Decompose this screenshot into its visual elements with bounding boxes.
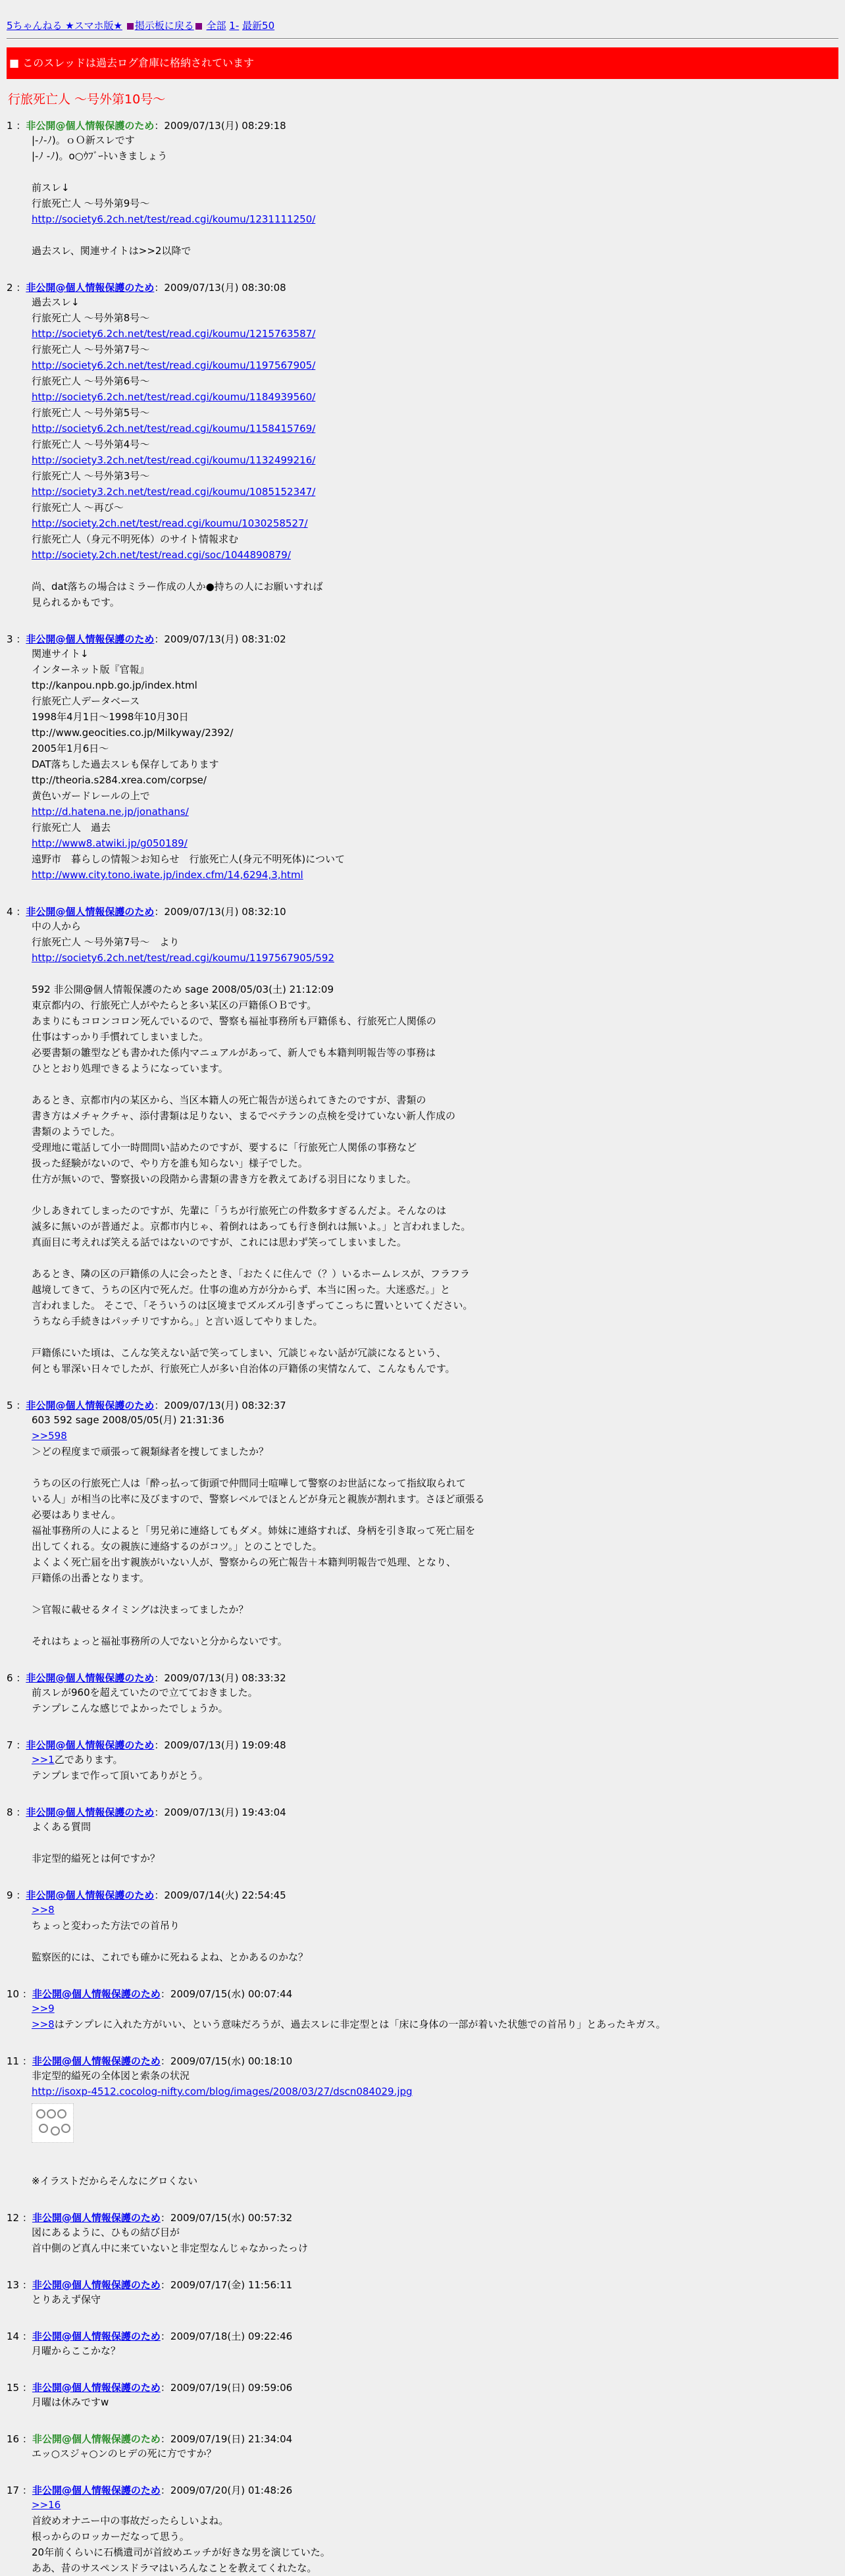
post-body (32, 2292, 838, 2307)
post-header: 11 ：非公開@個人情報保護のため：2009/07/15(水) 00:18:10 (7, 2055, 293, 2067)
post-line: 20年前くらいに石橋遺司が首絞めエッチが好きな男を演じていた。 (32, 2546, 330, 2558)
post-line: 過去スレ↓ (32, 296, 80, 308)
post-line (32, 2157, 838, 2173)
post-line: 首中側のど真ん中に来ていないと非定型なんじゃなかったっけ (32, 2242, 309, 2254)
post-date: 2009/07/13(月) 19:43:04 (164, 1806, 286, 1818)
post-author: 非公開@個人情報保護のため (26, 120, 155, 132)
post-date: 2009/07/14(火) 22:54:45 (164, 1889, 286, 1901)
post-header: 6 ：非公開@個人情報保護のため：2009/07/13(月) 08:33:32 (7, 1672, 286, 1684)
post-line: 行旅死亡人 〜号外第7号〜 より (32, 936, 180, 948)
post-line: |-ﾉ -ﾉ)。o○ｳﾌﾞｰﾄいきましょう (32, 150, 168, 162)
post-header: 15 ：非公開@個人情報保護のため：2009/07/19(日) 09:59:06 (7, 2382, 293, 2394)
post-line (32, 966, 838, 982)
post-date: 2009/07/19(日) 09:59:06 (170, 2382, 293, 2394)
post-number: 2 (7, 282, 13, 294)
post-line: ttp://theoria.s284.xrea.com/corpse/ (32, 774, 207, 786)
post-line (32, 227, 838, 243)
post-line: |-ﾉ-ﾉ)。ｏＯ新スレです (32, 134, 135, 146)
post-line (32, 2084, 838, 2099)
post-line (32, 421, 838, 436)
post-line: 根っからのロッカーだなって思う。 (32, 2531, 190, 2542)
post-line: あるとき、京都市内の某区から、当区本籍人の死亡報告が送られてきたのですが、書類の (32, 1094, 426, 1106)
post-line (32, 484, 838, 500)
post-line: インターネット版『官報』 (32, 664, 149, 675)
post-line (32, 804, 838, 820)
thumbnail-figure-icon (61, 2124, 70, 2133)
post-date: 2009/07/15(水) 00:18:10 (170, 2055, 293, 2067)
post-line (32, 2001, 838, 2016)
post-number: 7 (7, 1739, 13, 1751)
post (7, 2484, 838, 2576)
post-line (32, 1329, 838, 1345)
archive-banner: ■ このスレッドは過去ログ倉庫に格納されています (7, 47, 838, 79)
post-author[interactable]: 非公開@個人情報保護のため (26, 633, 155, 645)
post-line (32, 1459, 838, 1475)
post-list (7, 119, 838, 2576)
range-link[interactable]: 1- (229, 20, 240, 32)
thumbnail-figure-icon (36, 2109, 45, 2118)
post-line: ＞官報に載せるタイミングは決まってましたか？ (32, 1604, 249, 1616)
post-line: それはちょっと福祉事務所の人でないと分からないです。 (32, 1635, 288, 1647)
post-line (32, 563, 838, 579)
post-date: 2009/07/19(日) 21:34:04 (170, 2433, 293, 2445)
post-line: 月曜は休みですw (32, 2396, 109, 2408)
post-header: 9 ：非公開@個人情報保護のため：2009/07/14(火) 22:54:45 (7, 1889, 286, 1901)
post-header: 10 ：非公開@個人情報保護のため：2009/07/15(水) 00:07:44 (7, 1988, 293, 2000)
post-line: よくよく死亡届を出す親族がいない人が、警察からの死亡報告＋本籍判明報告で処理、となり、 (32, 1556, 457, 1568)
post-body (32, 2343, 838, 2359)
post-line (32, 357, 838, 373)
post-text: 乙であります。 (54, 1754, 123, 1766)
post-date: 2009/07/13(月) 08:29:18 (164, 120, 286, 132)
post-body (32, 1819, 838, 1866)
post-line: 行旅死亡人（身元不明死体）のサイト情報求む (32, 533, 238, 545)
post-date: 2009/07/18(土) 09:22:46 (170, 2330, 293, 2342)
post-date: 2009/07/13(月) 08:30:08 (164, 282, 286, 294)
square-icon (127, 23, 134, 30)
latest-50-link[interactable]: 最新50 (242, 20, 275, 32)
post-line: 福祉事務所の人によると「男兄弟に連絡してもダメ。姉妹に連絡すれば、身柄を引き取って死亡届を (32, 1525, 476, 1537)
post-number: 5 (7, 1400, 13, 1411)
post-line (32, 452, 838, 468)
post-date: 2009/07/13(月) 08:32:37 (164, 1400, 286, 1411)
post (7, 1806, 838, 1866)
post-line (32, 835, 838, 851)
post-body (32, 294, 838, 610)
post-line: 尚、dat落ちの場合はミラー作成の人か●持ちの人にお願いすれば (32, 581, 323, 592)
post (7, 119, 838, 259)
post-author[interactable]: 非公開@個人情報保護のため (32, 2330, 161, 2342)
reply-anchor-link[interactable]: >>1 (32, 1754, 55, 1766)
post-line: 1998年4月1日〜1998年10月30日 (32, 711, 189, 723)
post-line: あるとき、隣の区の戸籍係の人に会ったとき、「おたくに住んで（？）いるホームレスが、フラフラ (32, 1268, 470, 1280)
post-body (32, 2497, 838, 2576)
post (7, 1671, 838, 1716)
thread-title: 行旅死亡人 〜号外第10号〜 (8, 92, 166, 107)
post-header: 13 ：非公開@個人情報保護のため：2009/07/17(金) 11:56:11 (7, 2279, 293, 2291)
post-body (32, 646, 838, 883)
url-link[interactable]: http://society6.2ch.net/test/read.cgi/koumu/1197567905/ (32, 359, 316, 371)
reply-anchor-link[interactable]: >>8 (32, 2018, 55, 2030)
post-line (32, 326, 838, 342)
post (7, 2055, 838, 2189)
post-line: うちなら手続きはパッチリですから。」と言い返してやりました。 (32, 1315, 323, 1327)
post-line: 月曜からここかな？ (32, 2345, 121, 2357)
post-number: 13 (7, 2279, 20, 2291)
post-line: 書類のようでした。 (32, 1126, 121, 1138)
post-line: 受理地に電話して小一時間問い詰めたのですが、要するに「行旅死亡人関係の事務など (32, 1142, 417, 1153)
post-line: 真面目に考えれば笑える話ではないのですが、これには思わず笑ってしまいました。 (32, 1236, 407, 1248)
post-line: 非定型的縊死の全体図と索条の状況 (32, 2070, 190, 2082)
post-line: 首絞めオナニー中の事故だったらしいよね。 (32, 2515, 229, 2527)
post-line (32, 950, 838, 966)
post-date: 2009/07/13(月) 08:31:02 (164, 633, 286, 645)
post-line (32, 1933, 838, 1949)
square-icon (195, 23, 202, 30)
post-line: 出してくれる。女の親族に連絡するのがコツ。」とのことでした。 (32, 1540, 322, 1552)
reply-anchor-link[interactable]: >>16 (32, 2499, 61, 2511)
post-date: 2009/07/15(水) 00:57:32 (170, 2212, 293, 2224)
post (7, 1987, 838, 2032)
post-line: 592 非公開@個人情報保護のため sage 2008/05/03(土) 21:12:09 (32, 984, 334, 995)
thumbnail-figure-icon (51, 2126, 60, 2136)
post-number: 1 (7, 120, 13, 132)
post (7, 1739, 838, 1783)
post-line: 行旅死亡人 〜号外第5号〜 (32, 407, 150, 419)
post-body (32, 2394, 838, 2410)
thumbnail-figure-icon (39, 2124, 48, 2133)
post-line: ちょっと変わった方法での首吊り (32, 1920, 180, 1932)
post-line (32, 164, 838, 180)
post-line: 少しあきれてしまったのですが、先輩に「うちが行旅死亡の件数多すぎるんだよ。そんなのは (32, 1205, 447, 1217)
post-line (32, 515, 838, 531)
post-line: 行旅死亡人 過去 (32, 822, 111, 833)
post-line (32, 1835, 838, 1851)
url-link[interactable]: http://society6.2ch.net/test/read.cgi/koumu/1231111250/ (32, 213, 316, 225)
post-header: 4 ：非公開@個人情報保護のため：2009/07/13(月) 08:32:10 (7, 906, 286, 918)
board-link[interactable]: 5ちゃんねる ★スマホ版★ (7, 20, 122, 32)
back-to-board-link[interactable]: 掲示板に戻る (134, 20, 194, 32)
post-body (32, 1412, 838, 1649)
post-number: 8 (7, 1806, 13, 1818)
post-line: 越境してきて、うちの区内で死んだ。仕事の進め方が分からず、本当に困った。大迷惑だ。」と (32, 1284, 451, 1296)
post-body (32, 2224, 838, 2256)
post-number: 11 (7, 2055, 20, 2067)
post-line (32, 1187, 838, 1203)
post-header: 12 ：非公開@個人情報保護のため：2009/07/15(水) 00:57:32 (7, 2212, 293, 2224)
top-navigation (7, 17, 838, 34)
url-link[interactable]: http://society6.2ch.net/test/read.cgi/koumu/1184939560/ (32, 391, 316, 403)
post-line: ttp://kanpou.npb.go.jp/index.html (32, 679, 197, 691)
post-date: 2009/07/15(水) 00:07:44 (170, 1988, 293, 2000)
post-line: 東京都内の、行旅死亡人がやたらと多い某区の戸籍係ＯＢです。 (32, 999, 317, 1011)
post-line (32, 1076, 838, 1092)
post-line (32, 1752, 838, 1768)
post-line (32, 547, 838, 563)
post-body (32, 1902, 838, 1965)
post-author[interactable]: 非公開@個人情報保護のため (26, 1739, 155, 1751)
post-line: 行旅死亡人データベース (32, 695, 140, 707)
post-number: 3 (7, 633, 13, 645)
url-link[interactable]: http://society.2ch.net/test/read.cgi/soc/1044890879/ (32, 549, 291, 561)
post (7, 2278, 838, 2307)
post-date: 2009/07/13(月) 08:32:10 (164, 906, 286, 918)
url-link[interactable]: http://www8.atwiki.jp/g050189/ (32, 837, 188, 849)
post-body (32, 1752, 838, 1783)
post-header: 5 ：非公開@個人情報保護のため：2009/07/13(月) 08:32:37 (7, 1400, 286, 1411)
post-author[interactable]: 非公開@個人情報保護のため (32, 1988, 161, 2000)
post-line: 前スレが960を超えていたので立てておきました。 (32, 1687, 258, 1698)
post-header: 14 ：非公開@個人情報保護のため：2009/07/18(土) 09:22:46 (7, 2330, 293, 2342)
post-line (32, 211, 838, 227)
thumbnail-figure-icon (57, 2109, 66, 2118)
post-author[interactable]: 非公開@個人情報保護のため (32, 2055, 161, 2067)
post-line: ひととおり処理できるようになっています。 (32, 1063, 228, 1074)
post-date: 2009/07/13(月) 19:09:48 (164, 1739, 286, 1751)
post-line: 必要はありません。 (32, 1509, 121, 1521)
thumbnail-figure-icon (47, 2109, 56, 2118)
post-line: 見られるかもです。 (32, 596, 120, 608)
reply-anchor-link[interactable]: >>9 (32, 2003, 55, 2014)
post-line: 必要書類の雛型なども書かれた係内マニュアルがあって、新人でも本籍判明報告等の事務は (32, 1047, 436, 1059)
post-line: とりあえず保守 (32, 2294, 101, 2305)
post-body (32, 132, 838, 259)
post-line: 603 592 sage 2008/05/05(月) 21:31:36 (32, 1414, 224, 1426)
url-link[interactable]: http://d.hatena.ne.jp/jonathans/ (32, 806, 189, 818)
post-line: 前スレ↓ (32, 182, 70, 194)
image-thumbnail[interactable] (32, 2103, 74, 2143)
post-line: 過去スレ、関連サイトは>>2以降で (32, 245, 192, 257)
post-number: 15 (7, 2382, 20, 2394)
post-body (32, 2446, 838, 2461)
post-line: 戸籍係にいた頃は、こんな笑えない話で笑ってしまい、冗談じゃない話が冗談になるという、 (32, 1347, 447, 1359)
post-line: DAT落ちした過去スレも保存してあります (32, 758, 219, 770)
post-line: 言われました。 そこで、「そういうのは区境までズルズル引きずってこっちに置いといてください。 (32, 1300, 473, 1311)
post-body (32, 2068, 838, 2189)
post-line: あまりにもコロンコロン死んでいるので、警察も福祉事務所も戸籍係も、行旅死亡人関係の (32, 1015, 436, 1027)
post-line: よくある質問 (32, 1821, 91, 1833)
post-header: 7 ：非公開@個人情報保護のため：2009/07/13(月) 19:09:48 (7, 1739, 286, 1751)
post-header: 8 ：非公開@個人情報保護のため：2009/07/13(月) 19:43:04 (7, 1806, 286, 1818)
post-author[interactable]: 非公開@個人情報保護のため (26, 1889, 155, 1901)
post-line (32, 1586, 838, 1602)
post-line: 黄色いガードレールの上で (32, 790, 150, 802)
post-line (32, 1617, 838, 1633)
post-header: 16 ：非公開@個人情報保護のため：2009/07/19(日) 21:34:04 (7, 2433, 293, 2445)
post (7, 2381, 838, 2410)
post (7, 1399, 838, 1649)
post-line: 監察医的には、これでも確かに死ねるよね、とかあるのかな？ (32, 1951, 309, 1963)
post-number: 6 (7, 1672, 13, 1684)
reply-anchor-link[interactable]: >>8 (32, 1904, 55, 1916)
post-line: 滅多に無いのが普通だよ。京都市内じゃ、着倒れはあっても行き倒れは無いよ。」と言われました。 (32, 1221, 471, 1232)
post-author[interactable]: 非公開@個人情報保護のため (32, 2279, 161, 2291)
post-line (32, 2497, 838, 2513)
post-date: 2009/07/20(月) 01:48:26 (170, 2484, 293, 2496)
post-line: 行旅死亡人 〜号外第9号〜 (32, 197, 150, 209)
post-number: 12 (7, 2212, 20, 2224)
divider (7, 38, 838, 39)
post-number: 10 (7, 1988, 20, 2000)
post (7, 2211, 838, 2256)
post-author[interactable]: 非公開@個人情報保護のため (32, 2212, 161, 2224)
post-line: うちの区の行旅死亡人は「酔っ払って街頭で仲間同士喧嘩して警察のお世話になって指紋取られて (32, 1477, 467, 1489)
post-author[interactable]: 非公開@個人情報保護のため (32, 2484, 161, 2496)
post-line: 図にあるように、ひもの結び目が (32, 2226, 180, 2238)
post-line: 戸籍係の出番となります。 (32, 1572, 149, 1584)
url-link[interactable]: http://isoxp-4512.cocolog-nifty.com/blog/images/2008/03/27/dscn084029.jpg (32, 2086, 413, 2097)
url-link[interactable]: http://society3.2ch.net/test/read.cgi/koumu/1085152347/ (32, 486, 316, 498)
post-line: ttp://www.geocities.co.jp/Milkyway/2392/ (32, 727, 234, 739)
post-line: 非定型的縊死とは何ですか？ (32, 1853, 161, 1864)
post-author[interactable]: 非公開@個人情報保護のため (26, 282, 155, 294)
post-line: 中の人から (32, 920, 82, 932)
post (7, 905, 838, 1377)
post-header: 2 ：非公開@個人情報保護のため：2009/07/13(月) 08:30:08 (7, 282, 286, 294)
post-line: いる人」が相当の比率に及びますので、警察レベルでほとんどが身元と親族が割れます。さほど頑張る (32, 1493, 485, 1505)
post-line: 行旅死亡人 〜号外第8号〜 (32, 312, 150, 324)
post-line (32, 867, 838, 883)
post-line: エッ○スジャ○ンのヒデの死に方ですか？ (32, 2448, 217, 2459)
reply-anchor-link[interactable]: >>598 (32, 1430, 67, 1442)
post-line: テンプレまで作って頂いてありがとう。 (32, 1770, 209, 1781)
post-body (32, 2001, 838, 2032)
post-author[interactable]: 非公開@個人情報保護のため (26, 1400, 155, 1411)
post (7, 2330, 838, 2359)
post-date: 2009/07/17(金) 11:56:11 (170, 2279, 293, 2291)
post-author[interactable]: 非公開@個人情報保護のため (26, 906, 155, 918)
post-line (32, 2016, 838, 2032)
post-line: ＞どの程度まで頑張って親類縁者を捜してましたか？ (32, 1446, 269, 1458)
post-header: 17 ：非公開@個人情報保護のため：2009/07/20(月) 01:48:26 (7, 2484, 293, 2496)
post-line (32, 1902, 838, 1918)
post-author[interactable]: 非公開@個人情報保護のため (32, 2382, 161, 2394)
post-line: 書き方はメチャクチャ、添付書類は足りない、まるでベテランの点検を受けていない新人作成の (32, 1110, 455, 1122)
post-number: 16 (7, 2433, 20, 2445)
all-posts-link[interactable]: 全部 (206, 20, 226, 32)
post-line: 行旅死亡人 〜号外第7号〜 (32, 344, 150, 355)
post-line: ああ、昔のサスペンスドラマはいろんなことを教えてくれたな。 (32, 2562, 317, 2574)
post-date: 2009/07/13(月) 08:33:32 (164, 1672, 286, 1684)
post-line (32, 1250, 838, 1266)
post-line (32, 389, 838, 405)
post-number: 14 (7, 2330, 20, 2342)
post-line (32, 1428, 838, 1444)
post-author[interactable]: 非公開@個人情報保護のため (26, 1806, 155, 1818)
post-line: 関連サイト↓ (32, 648, 89, 660)
post-number: 17 (7, 2484, 20, 2496)
post-line: 何とも罪深い日々でしたが、行旅死亡人が多い自治体の戸籍係の実情なんて、こんなもんです。 (32, 1363, 455, 1375)
url-link[interactable]: http://society6.2ch.net/test/read.cgi/koumu/1197567905/592 (32, 952, 334, 964)
post-number: 9 (7, 1889, 13, 1901)
url-link[interactable]: http://www.city.tono.iwate.jp/index.cfm/14,6294,3,html (32, 869, 303, 881)
post-number: 4 (7, 906, 13, 918)
post (7, 1889, 838, 1965)
post-body (32, 1685, 838, 1716)
post-author: 非公開@個人情報保護のため (32, 2433, 161, 2445)
post-line: 遠野市 暮らしの情報＞お知らせ 行旅死亡人(身元不明死体)について (32, 853, 345, 865)
post-line: 仕事はすっかり手慣れてしまいました。 (32, 1031, 209, 1043)
post-line: 行旅死亡人 〜号外第6号〜 (32, 375, 150, 387)
post-line: 仕方が無いので、警察扱いの段階から書類の書き方を教えてあげる羽目になりました。 (32, 1173, 417, 1185)
post-line: 扱った経験がないので、やり方を誰も知らない」様子でした。 (32, 1157, 308, 1169)
post-line: 行旅死亡人 〜再び〜 (32, 502, 124, 513)
url-link[interactable]: http://society.2ch.net/test/read.cgi/koumu/1030258527/ (32, 517, 308, 529)
post-line: 2005年1月6日〜 (32, 743, 109, 754)
post (7, 281, 838, 610)
post-header: 3 ：非公開@個人情報保護のため：2009/07/13(月) 08:31:02 (7, 633, 286, 645)
post-line: ※イラストだからそんなにグロくない (32, 2175, 198, 2187)
post-header: 1 ：非公開@個人情報保護のため：2009/07/13(月) 08:29:18 (7, 120, 286, 132)
post (7, 633, 838, 883)
url-link[interactable]: http://society6.2ch.net/test/read.cgi/koumu/1215763587/ (32, 328, 316, 340)
post-line: テンプレこんな感じでよかったでしょうか。 (32, 1702, 228, 1714)
post-author[interactable]: 非公開@個人情報保護のため (26, 1672, 155, 1684)
post-line: 行旅死亡人 〜号外第3号〜 (32, 470, 150, 482)
post-body (32, 918, 838, 1377)
post-line: 行旅死亡人 〜号外第4号〜 (32, 438, 150, 450)
post (7, 2432, 838, 2461)
url-link[interactable]: http://society6.2ch.net/test/read.cgi/koumu/1158415769/ (32, 423, 316, 434)
url-link[interactable]: http://society3.2ch.net/test/read.cgi/koumu/1132499216/ (32, 454, 316, 466)
post-text: はテンプレに入れた方がいい、という意味だろうが、過去スレに非定型とは「床に身体の一部が着いた状態での首吊り」とあったキガス。 (54, 2018, 666, 2030)
